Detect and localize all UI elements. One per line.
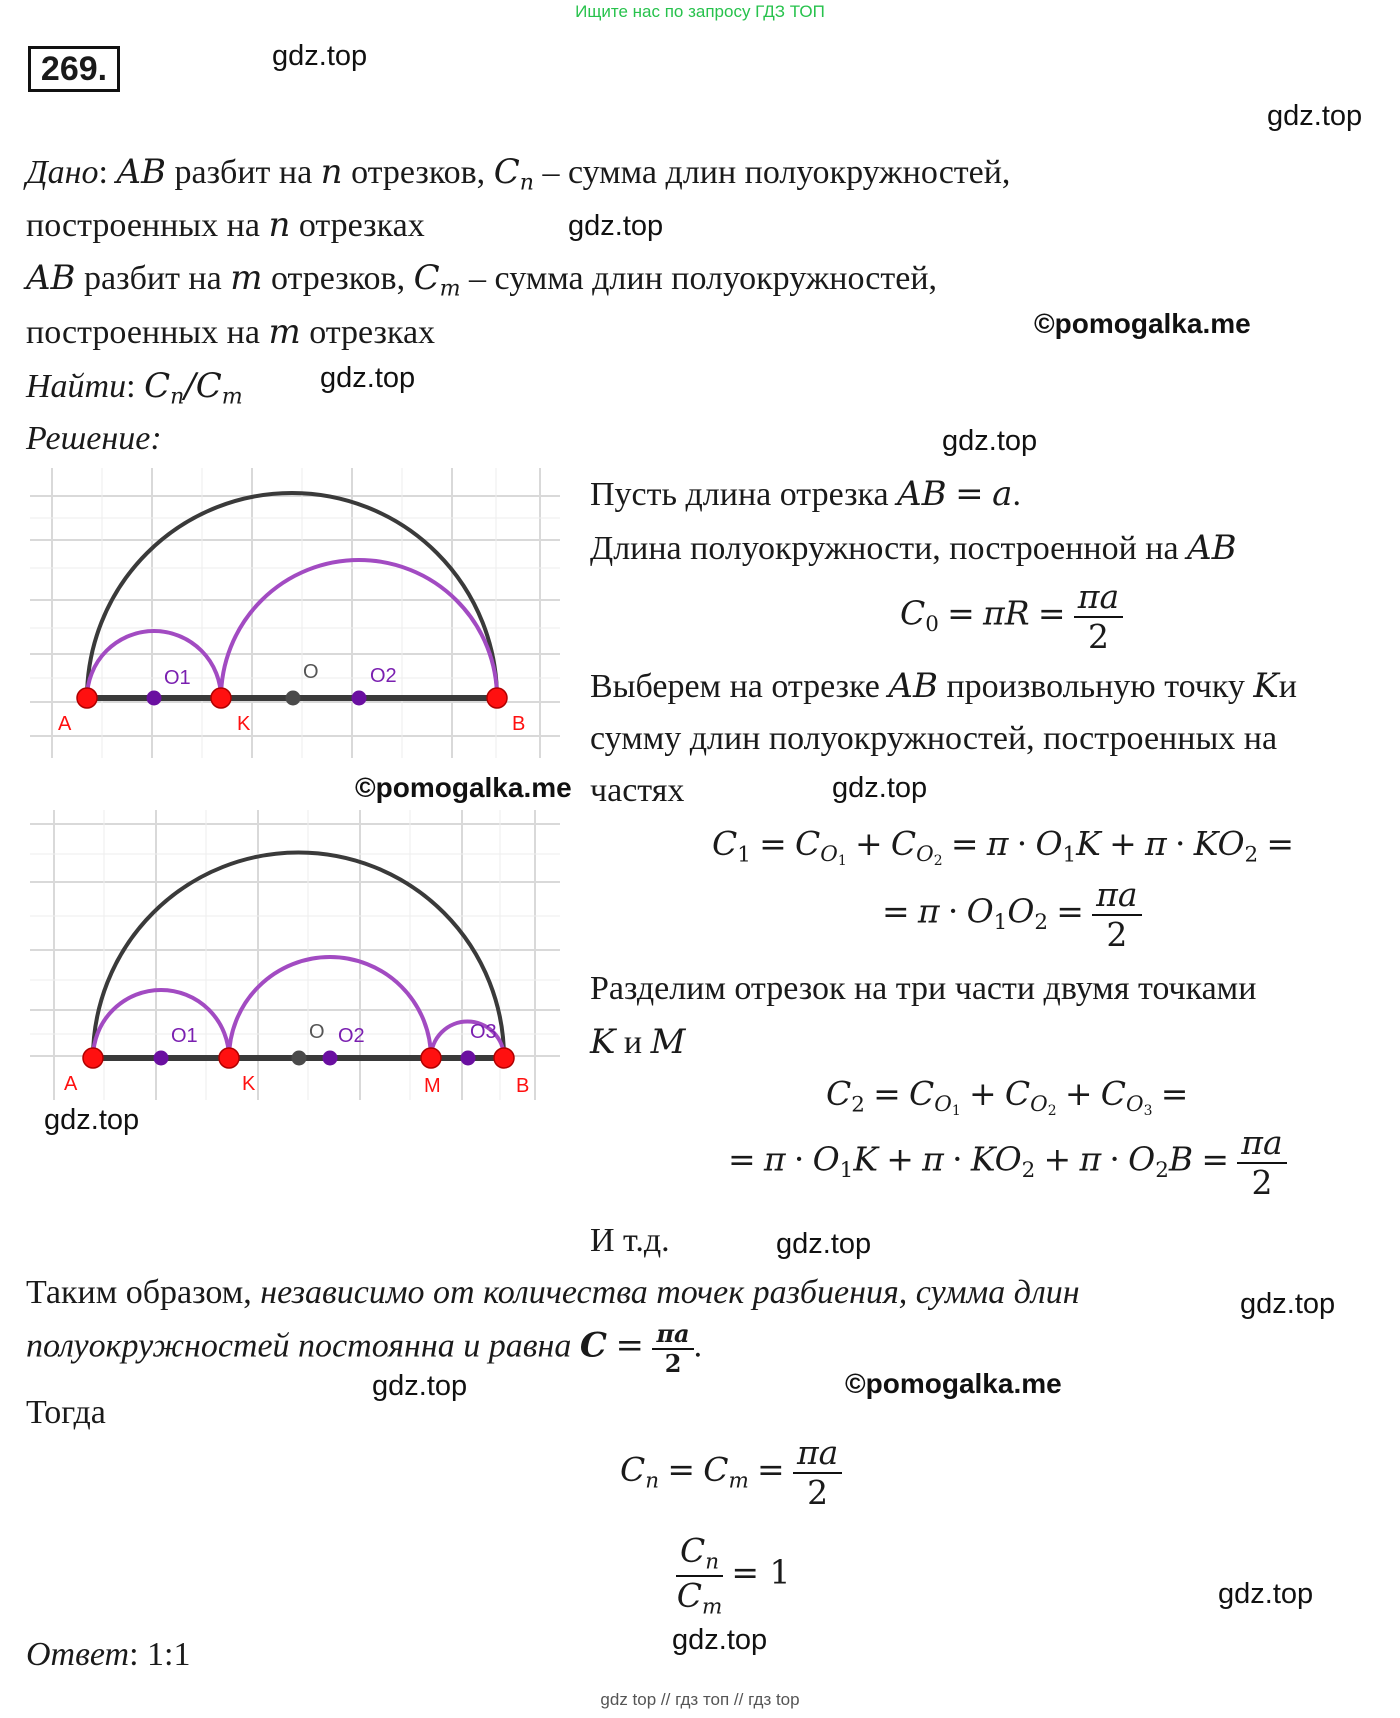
point-o1 [147,691,162,706]
formula-ratio: $\frac{C_n}{C_m}$ = 1 [676,1531,791,1620]
label-o: O [303,661,319,683]
point-a [77,688,97,708]
point-m [421,1048,441,1068]
point-b [494,1048,514,1068]
problem-number: 269. [28,46,120,92]
point-o [286,691,301,706]
watermark: ©pomogalka.me [1034,308,1251,339]
arc-kb [221,560,497,698]
label-k: K [242,1073,256,1095]
label-k: K [237,713,251,735]
given-line-1: Дано: AB разбит на n отрезков, $C_n$ – сумма длин полуокружностей, [26,152,1011,196]
watermark: gdz.top [44,1104,140,1136]
find-line: Найти: $C_n/C_m$ [26,366,243,410]
formula-c1-line1: $C_1 = C_{O_1} + C_{O_2} = \pi \cdot O_1K + \pi \cdot KO_2$ = [712,824,1295,870]
watermark: ©pomogalka.me [355,772,572,803]
solution-label: Решение: [26,420,162,457]
watermark: gdz.top [672,1624,768,1656]
given-line-4: построенных на m отрезках [26,312,436,352]
watermark: gdz.top [1240,1288,1336,1320]
conclusion-then: Тогда [26,1394,106,1431]
solution-p4: сумму длин полуокружностей, построенных на [590,720,1278,757]
conclusion-line-1: Таким образом, независимо от количества точек разбиения, сумма длин [26,1274,1080,1311]
solution-p6: Разделим отрезок на три части двумя точками [590,970,1257,1007]
label-m: M [424,1075,441,1097]
formula-cn-cm: $C_n = C_m$ = $\frac{\pi a}{2}$ [620,1434,842,1512]
label-b: B [512,713,526,735]
watermark: gdz.top [320,362,416,394]
watermark: gdz.top [372,1370,468,1402]
answer: Ответ: 1:1 [26,1636,191,1673]
arc-ak [93,990,229,1058]
top-banner: Ищите нас по запросу ГДЗ ТОП [575,2,825,21]
formula-c1-line2: = $\pi \cdot O_1O_2$ = $\frac{\pi a}{2}$ [882,876,1142,954]
answer-value: 1:1 [147,1636,191,1673]
conclusion-line-2: полуокружностей постоянна и равна C = $\frac{\pi a}{2}$ . [26,1319,703,1378]
arc-ab [93,853,504,1059]
arc-ak [87,631,221,698]
label-o2: O2 [338,1025,365,1047]
solution-p7: K и M [590,1022,686,1062]
point-o3 [461,1051,476,1066]
label-o: O [309,1021,325,1043]
point-k [211,688,231,708]
label-o2: O2 [370,665,397,687]
solution-p5: частях [590,772,685,809]
solution-p2: Длина полуокружности, построенной на AB [590,528,1237,568]
watermark: gdz.top [942,425,1038,457]
point-b [487,688,507,708]
label-a: A [64,1073,78,1095]
point-o [292,1051,307,1066]
watermark: gdz.top [568,210,664,242]
watermark: gdz.top [832,772,928,804]
footer: gdz top // гдз топ // гдз top [600,1690,800,1709]
given-label: Дано [26,154,99,191]
watermark: ©pomogalka.me [845,1368,1062,1399]
label-a: A [58,713,72,735]
label-o3: O3 [470,1021,497,1043]
label-b: B [516,1075,530,1097]
given-line-2: построенных на n отрезках [26,205,425,245]
watermark: gdz.top [272,40,368,72]
arc-ab [87,493,497,698]
diagram-1 [30,468,560,758]
solution-etc: И т.д. [590,1222,670,1259]
label-o1: O1 [164,667,191,689]
diagram-2 [30,810,560,1100]
given-line-3: AB разбит на m отрезков, $C_m$ – сумма длин полуокружностей, [26,258,938,302]
solution-p3: Выберем на отрезке AB произвольную точку Kи [590,666,1297,706]
point-a [83,1048,103,1068]
watermark: gdz.top [1218,1578,1314,1610]
watermark: gdz.top [1267,100,1363,132]
label-o1: O1 [171,1025,198,1047]
formula-c2-line2: = $\pi \cdot O_1K + \pi \cdot KO_2 + \pi \cdot O_2B$ = $\frac{\pi a}{2}$ [728,1124,1287,1202]
formula-c2-line1: $C_2 = C_{O_1} + C_{O_2} + C_{O_3}$ = [826,1074,1189,1120]
point-o1 [154,1051,169,1066]
find-expr: $C_n/C_m$ [144,366,243,410]
watermark: gdz.top [776,1228,872,1260]
point-k [219,1048,239,1068]
solution-p1: Пусть длина отрезка AB = a. [590,474,1021,514]
point-o2 [352,691,367,706]
point-o2 [323,1051,338,1066]
arc-km [229,957,431,1058]
formula-c0: $C_0 = \pi R$ = $\frac{\pi a}{2}$ [900,578,1123,656]
